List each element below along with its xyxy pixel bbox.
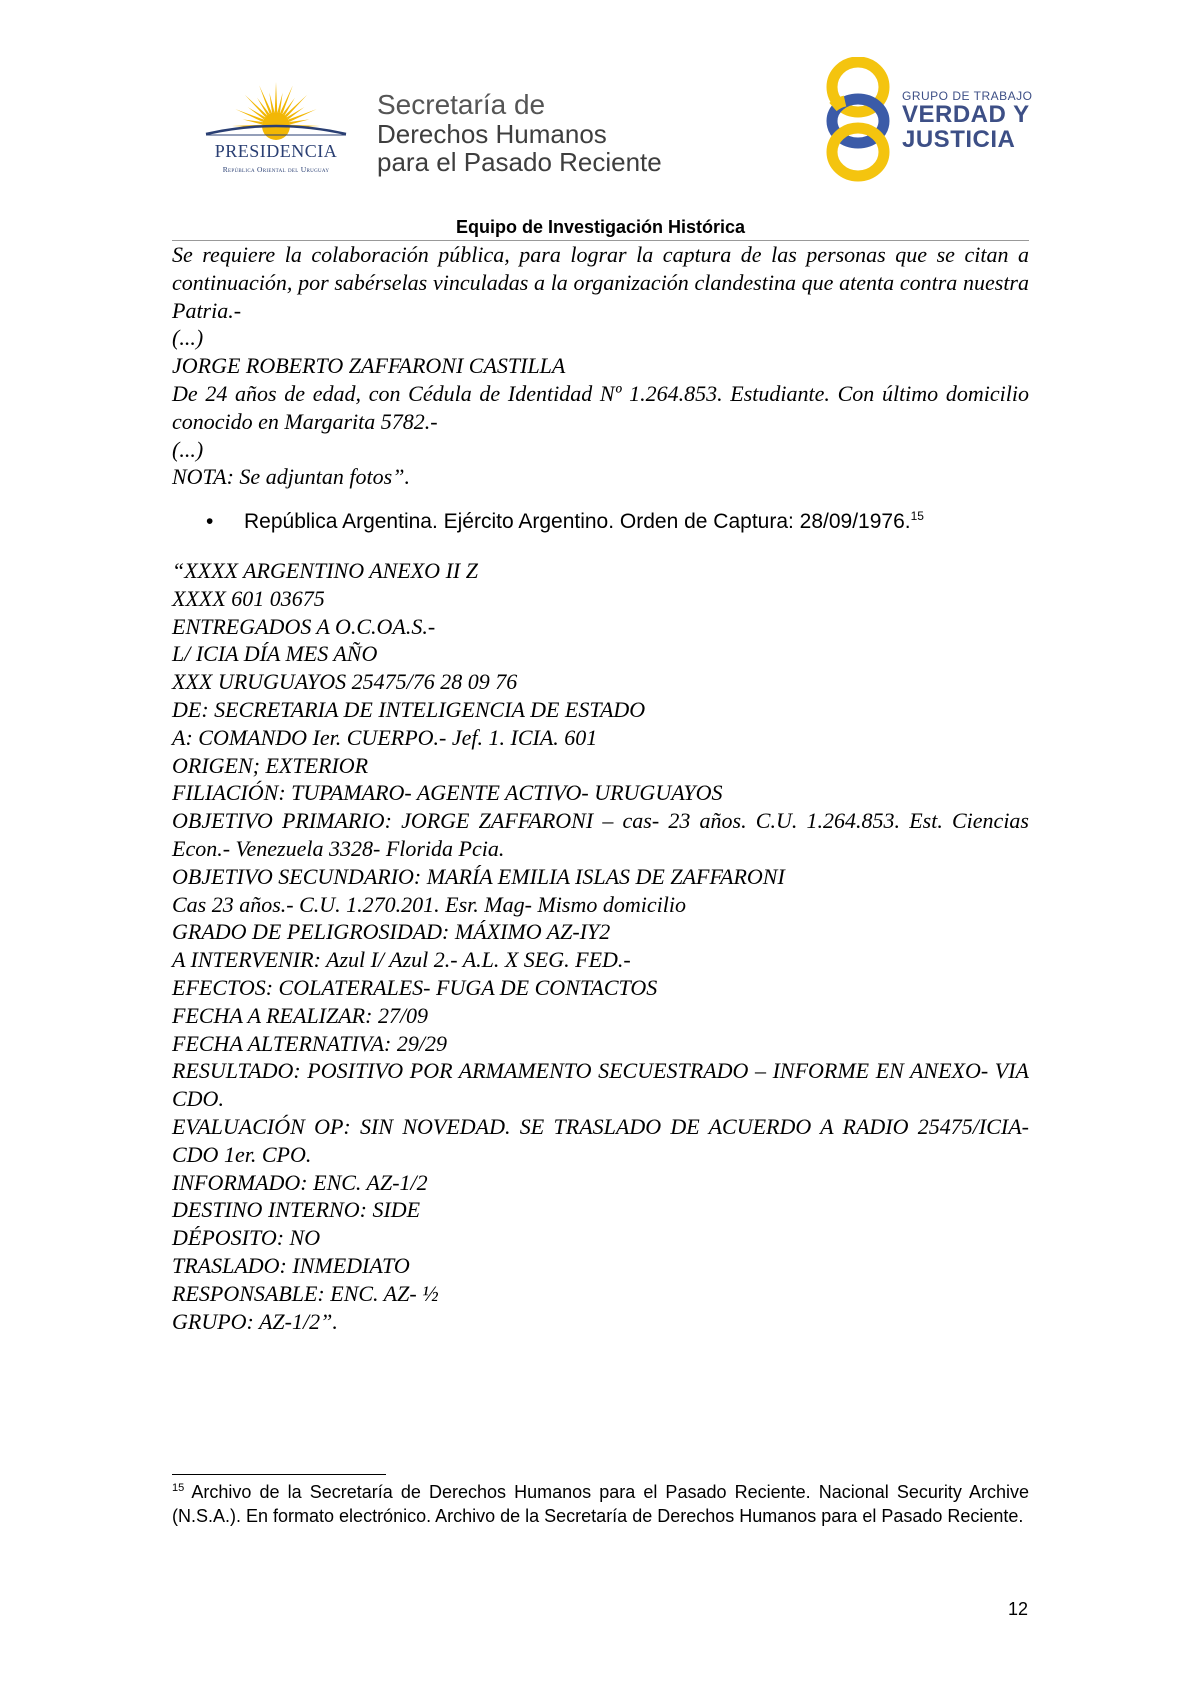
bullet-label: República Argentina. Ejército Argentino. Orden de Captura: 28/09/1976. (244, 510, 911, 533)
order-line: GRUPO: AZ-1/2”. (172, 1308, 338, 1334)
page-number: 12 (1007, 1599, 1028, 1619)
order-line: FECHA ALTERNATIVA: 29/29 (172, 1030, 447, 1056)
order-line: DESTINO INTERNO: SIDE (172, 1197, 421, 1223)
order-line: Cas 23 años.- C.U. 1.270.201. Esr. Mag- Mismo domicilio (172, 891, 686, 917)
footnote-reference[interactable]: 15 (910, 509, 924, 523)
order-line: FECHA A REALIZAR: 27/09 (172, 1002, 429, 1028)
order-line: FILIACIÓN: TUPAMARO- AGENTE ACTIVO- URUGUAYOS (172, 780, 723, 806)
order-line: XXX URUGUAYOS 25475/76 28 09 76 (172, 669, 518, 695)
grupo-line-1: GRUPO DE TRABAJO (902, 89, 1033, 103)
order-line: EVALUACIÓN OP: SIN NOVEDAD. SE TRASLADO DE ACUERDO A RADIO 25475/ICIA- CDO 1er. CPO. (172, 1113, 1029, 1167)
bullet-text (244, 508, 924, 536)
order-line: DE: SECRETARIA DE INTELIGENCIA DE ESTADO (172, 696, 646, 722)
order-line: ENTREGADOS A O.C.OA.S.- (172, 613, 436, 639)
quote-person-name: JORGE ROBERTO ZAFFARONI CASTILLA (172, 353, 566, 379)
order-line: ORIGEN; EXTERIOR (172, 752, 369, 778)
order-line: INFORMADO: ENC. AZ-1/2 (172, 1169, 428, 1195)
order-line: GRADO DE PELIGROSIDAD: MÁXIMO AZ-IY2 (172, 919, 611, 945)
order-line: DÉPOSITO: NO (172, 1225, 321, 1251)
grupo-line-3: JUSTICIA (902, 126, 1016, 153)
presidencia-name: PRESIDENCIA (214, 141, 338, 161)
order-line: RESULTADO: POSITIVO POR ARMAMENTO SECUESTRADO – INFORME EN ANEXO- VIA CDO. (172, 1058, 1029, 1112)
order-line: TRASLADO: INMEDIATO (172, 1252, 410, 1278)
secretaria-line-3: para el Pasado Reciente (377, 147, 662, 177)
quote-paragraph: Se requiere la colaboración pública, para lograr la captura de las personas que se citan a continuación, por sabérselas vinculadas a la organización clandestina que atenta contra nuestra Patria.- (172, 242, 1029, 323)
quote-note: NOTA: Se adjuntan fotos”. (172, 464, 410, 490)
order-line: “XXXX ARGENTINO ANEXO II Z (172, 558, 478, 583)
order-line: L/ ICIA DÍA MES AÑO (172, 641, 378, 667)
secretaria-line-2: Derechos Humanos (377, 119, 607, 149)
capture-order-quote (172, 557, 1029, 1335)
footnote (172, 1480, 1029, 1528)
header-logos (0, 0, 1190, 215)
secretaria-line-1: Secretaría de (377, 89, 546, 120)
sun-emblem-icon (196, 78, 356, 140)
footnote-text: Archivo de la Secretaría de Derechos Humanos para el Pasado Reciente. Nacional Security Archive (N.S.A.). En formato electrónico. Archivo de la Secretaría de Derechos Humanos para el Pasado Reciente. (172, 1482, 1029, 1526)
linked-rings-icon (820, 57, 900, 182)
order-line: OBJETIVO PRIMARIO: JORGE ZAFFARONI – cas- 23 años. C.U. 1.264.853. Est. Ciencias Econ.- Venezuela 3328- Florida Pcia. (172, 808, 1029, 861)
presidencia-subtitle: República Oriental del Uruguay (222, 165, 330, 174)
grupo-line-2: VERDAD Y (902, 101, 1030, 128)
footnote-separator (172, 1474, 386, 1475)
order-line: A: COMANDO Ier. CUERPO.- Jef. 1. ICIA. 601 (172, 724, 598, 750)
capture-notice-quote (172, 241, 1029, 491)
grupo-trabajo-logo (820, 57, 1040, 182)
order-line: A INTERVENIR: Azul I/ Azul 2.- A.L. X SEG. FED.- (172, 947, 631, 973)
order-line: RESPONSABLE: ENC. AZ- ½ (172, 1280, 439, 1306)
order-line: OBJETIVO SECUNDARIO: MARÍA EMILIA ISLAS DE ZAFFARONI (172, 863, 785, 889)
bullet-dot-icon: • (206, 510, 214, 533)
quote-ellipsis: (...) (172, 325, 204, 351)
quote-person-details: De 24 años de edad, con Cédula de Identidad Nº 1.264.853. Estudiante. Con último domicilio conocido en Margarita 5782.- (172, 380, 1029, 434)
order-line: EFECTOS: COLATERALES- FUGA DE CONTACTOS (172, 974, 658, 1000)
quote-ellipsis: (...) (172, 436, 204, 462)
team-heading: Equipo de Investigación Histórica (455, 217, 746, 237)
footnote-number: 15 (172, 1482, 185, 1494)
presidencia-logo (196, 78, 356, 188)
secretaria-wordmark (377, 90, 662, 176)
order-line: XXXX 601 03675 (172, 585, 325, 611)
